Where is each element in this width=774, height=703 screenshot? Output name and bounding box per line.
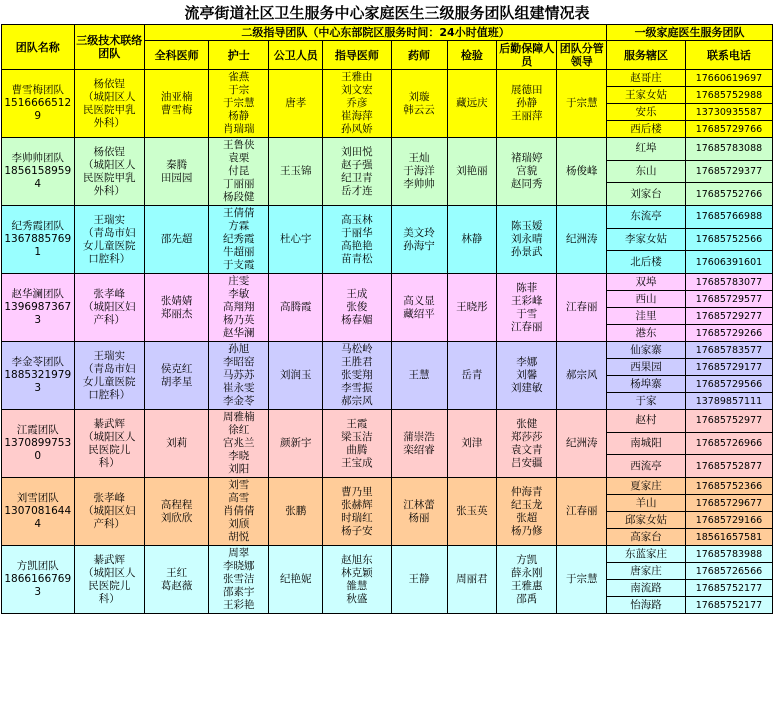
public-health-cell: 王玉锦 bbox=[269, 138, 323, 206]
header-level1-team: 一级家庭医生服务团队 bbox=[607, 25, 773, 41]
nurse-cell: 庄雯 李敏 高翔翔 杨乃英 赵华澜 bbox=[209, 274, 269, 342]
header-phone: 联系电话 bbox=[685, 41, 772, 70]
phone-cell: 17685752977 bbox=[685, 410, 772, 433]
service-area-cell: 仙家寨 bbox=[607, 342, 686, 359]
nurse-cell: 孙旭 李昭窑 马苏苏 崔永雯 李金苓 bbox=[209, 342, 269, 410]
leader-cell: 纪洲涛 bbox=[557, 206, 607, 274]
service-area-cell: 羊山 bbox=[607, 495, 686, 512]
service-area-cell: 夏家庄 bbox=[607, 478, 686, 495]
phone-cell: 17685729277 bbox=[685, 308, 772, 325]
pharmacy-cell: 王慧 bbox=[391, 342, 447, 410]
table-row bbox=[2, 342, 773, 359]
phone-cell: 17685729166 bbox=[685, 512, 772, 529]
service-area-cell: 西流亭 bbox=[607, 455, 686, 478]
service-area-cell: 刘家台 bbox=[607, 183, 686, 206]
service-area-cell: 唐家庄 bbox=[607, 563, 686, 580]
team-table bbox=[1, 24, 773, 614]
phone-cell: 18561657581 bbox=[685, 529, 772, 546]
phone-cell: 17685729677 bbox=[685, 495, 772, 512]
general-doctor-cell: 刘莉 bbox=[144, 410, 208, 478]
phone-cell: 17685729377 bbox=[685, 160, 772, 183]
service-area-cell: 王家女姑 bbox=[607, 87, 686, 104]
general-doctor-cell: 秦腾 田园园 bbox=[144, 138, 208, 206]
table-row bbox=[2, 410, 773, 433]
phone-cell: 17660619697 bbox=[685, 70, 772, 87]
inspection-cell: 刘艳丽 bbox=[447, 138, 497, 206]
phone-cell: 17685729266 bbox=[685, 325, 772, 342]
pharmacy-cell: 王静 bbox=[391, 546, 447, 614]
level3-team-cell: 杨依锃 （城阳区人 民医院甲乳 外科） bbox=[74, 138, 144, 206]
table-row bbox=[2, 546, 773, 563]
phone-cell: 17685729566 bbox=[685, 376, 772, 393]
inspection-cell: 岳青 bbox=[447, 342, 497, 410]
nurse-cell: 王倩倩 方霖 纪秀霞 牛超丽 于支霞 bbox=[209, 206, 269, 274]
inspection-cell: 刘津 bbox=[447, 410, 497, 478]
inspection-cell: 藏远庆 bbox=[447, 70, 497, 138]
level3-team-cell: 张孝峰 （城阳区妇 产科） bbox=[74, 274, 144, 342]
phone-cell: 13730935587 bbox=[685, 104, 772, 121]
leader-cell: 纪洲涛 bbox=[557, 410, 607, 478]
support-cell: 陈玉嫒 刘永晴 孙景武 bbox=[497, 206, 557, 274]
header-level3-team: 三级技术联络团队 bbox=[74, 25, 144, 70]
guide-doctor-cell: 王成 张俊 杨春媚 bbox=[323, 274, 391, 342]
general-doctor-cell: 张婧婧 郑丽杰 bbox=[144, 274, 208, 342]
public-health-cell: 颜新宇 bbox=[269, 410, 323, 478]
team-name-cell: 方凯团队 18661667693 bbox=[2, 546, 75, 614]
service-area-cell: 双埠 bbox=[607, 274, 686, 291]
team-name-cell: 刘雪团队 13070816444 bbox=[2, 478, 75, 546]
phone-cell: 17685752566 bbox=[685, 228, 772, 251]
phone-cell: 17685752366 bbox=[685, 478, 772, 495]
level3-team-cell: 王瑞实 （青岛市妇 女儿童医院 口腔科） bbox=[74, 342, 144, 410]
team-name-cell: 曹雪梅团队 15166665129 bbox=[2, 70, 75, 138]
table-row bbox=[2, 274, 773, 291]
service-area-cell: 西后楼 bbox=[607, 121, 686, 138]
general-doctor-cell: 侯克红 胡孝星 bbox=[144, 342, 208, 410]
guide-doctor-cell: 王雅由 刘文宏 乔彦 崔海萍 孙风娇 bbox=[323, 70, 391, 138]
support-cell: 褚瑞婷 宫貌 赵同秀 bbox=[497, 138, 557, 206]
service-area-cell: 赵哥庄 bbox=[607, 70, 686, 87]
level3-team-cell: 綦武辉 （城阳区人 民医院儿 科） bbox=[74, 546, 144, 614]
level3-team-cell: 杨依锃 （城阳区人 民医院甲乳 外科） bbox=[74, 70, 144, 138]
pharmacy-cell: 王灿 于海洋 李帅帅 bbox=[391, 138, 447, 206]
service-area-cell: 李家女姑 bbox=[607, 228, 686, 251]
nurse-cell: 王鲁侠 袁栗 付昆 丁丽丽 杨段健 bbox=[209, 138, 269, 206]
page-title: 流亭街道社区卫生服务中心家庭医生三级服务团队组建情况表 bbox=[184, 4, 590, 22]
phone-cell: 17685752766 bbox=[685, 183, 772, 206]
service-area-cell: 赵村 bbox=[607, 410, 686, 433]
phone-cell: 17685729177 bbox=[685, 359, 772, 376]
phone-cell: 17685729766 bbox=[685, 121, 772, 138]
public-health-cell: 刘润玉 bbox=[269, 342, 323, 410]
service-area-cell: 港东 bbox=[607, 325, 686, 342]
service-area-cell: 东流亭 bbox=[607, 206, 686, 229]
table-row bbox=[2, 206, 773, 229]
guide-doctor-cell: 曹乃里 张赫辉 时瑞红 杨子安 bbox=[323, 478, 391, 546]
phone-cell: 17685783077 bbox=[685, 274, 772, 291]
table-header bbox=[2, 25, 773, 70]
leader-cell: 于宗慧 bbox=[557, 546, 607, 614]
phone-cell: 17685752177 bbox=[685, 580, 772, 597]
public-health-cell: 高腾霞 bbox=[269, 274, 323, 342]
service-area-cell: 西山 bbox=[607, 291, 686, 308]
service-area-cell: 西果园 bbox=[607, 359, 686, 376]
header-nurse: 护士 bbox=[209, 41, 269, 70]
pharmacy-cell: 蒲崇浩 栾绍睿 bbox=[391, 410, 447, 478]
nurse-cell: 刘雪 高雪 肖倩倩 刘颀 胡悦 bbox=[209, 478, 269, 546]
header-public-health: 公卫人员 bbox=[269, 41, 323, 70]
phone-cell: 17685783088 bbox=[685, 138, 772, 161]
guide-doctor-cell: 王霞 梁玉洁 曲腾 王宝成 bbox=[323, 410, 391, 478]
header-leader: 团队分管领导 bbox=[557, 41, 607, 70]
service-area-cell: 东山 bbox=[607, 160, 686, 183]
leader-cell: 江春丽 bbox=[557, 274, 607, 342]
inspection-cell: 王晓彤 bbox=[447, 274, 497, 342]
guide-doctor-cell: 赵旭东 林克颖 雒慧 秋盛 bbox=[323, 546, 391, 614]
header-team-name: 团队名称 bbox=[2, 25, 75, 70]
service-area-cell: 于家 bbox=[607, 393, 686, 410]
team-name-cell: 纪秀霞团队 13678857691 bbox=[2, 206, 75, 274]
guide-doctor-cell: 高玉林 于丽华 高艳艳 苗青松 bbox=[323, 206, 391, 274]
service-area-cell: 杨埠寨 bbox=[607, 376, 686, 393]
support-cell: 方凯 薛永刚 王雅惠 邵禹 bbox=[497, 546, 557, 614]
pharmacy-cell: 刘璇 韩云云 bbox=[391, 70, 447, 138]
nurse-cell: 周雅楠 徐红 宫兆兰 李晓 刘阳 bbox=[209, 410, 269, 478]
team-name-cell: 李帅帅团队 18561589594 bbox=[2, 138, 75, 206]
header-inspection: 检验 bbox=[447, 41, 497, 70]
public-health-cell: 纪艳妮 bbox=[269, 546, 323, 614]
level3-team-cell: 王瑞实 （青岛市妇 女儿童医院 口腔科） bbox=[74, 206, 144, 274]
general-doctor-cell: 邵先超 bbox=[144, 206, 208, 274]
service-area-cell: 北后楼 bbox=[607, 251, 686, 274]
service-area-cell: 红埠 bbox=[607, 138, 686, 161]
phone-cell: 17685752877 bbox=[685, 455, 772, 478]
leader-cell: 郝宗风 bbox=[557, 342, 607, 410]
level3-team-cell: 綦武辉 （城阳区人 民医院儿 科） bbox=[74, 410, 144, 478]
phone-cell: 17685729577 bbox=[685, 291, 772, 308]
header-area: 服务辖区 bbox=[607, 41, 686, 70]
team-name-cell: 江霞团队 13708997530 bbox=[2, 410, 75, 478]
table-row bbox=[2, 478, 773, 495]
support-cell: 仲海青 纪玉龙 张超 杨乃修 bbox=[497, 478, 557, 546]
leader-cell: 杨俊峰 bbox=[557, 138, 607, 206]
phone-cell: 17685752988 bbox=[685, 87, 772, 104]
service-area-cell: 东蓝家庄 bbox=[607, 546, 686, 563]
service-area-cell: 安乐 bbox=[607, 104, 686, 121]
header-guide-group: 二级指导团队（中心东部院区服务时间：24小时值班） bbox=[144, 25, 606, 41]
table-row bbox=[2, 70, 773, 87]
phone-cell: 13789857111 bbox=[685, 393, 772, 410]
service-area-cell: 怡海路 bbox=[607, 597, 686, 614]
service-area-cell: 洼里 bbox=[607, 308, 686, 325]
guide-doctor-cell: 刘田悦 赵子强 纪卫青 岳才连 bbox=[323, 138, 391, 206]
phone-cell: 17685752177 bbox=[685, 597, 772, 614]
phone-cell: 17685783988 bbox=[685, 546, 772, 563]
team-name-cell: 赵华澜团队 13969873673 bbox=[2, 274, 75, 342]
leader-cell: 于宗慧 bbox=[557, 70, 607, 138]
phone-cell: 17685726566 bbox=[685, 563, 772, 580]
phone-cell: 17685766988 bbox=[685, 206, 772, 229]
table-body bbox=[2, 70, 773, 614]
table-row bbox=[2, 138, 773, 161]
header-general-doctor: 全科医师 bbox=[144, 41, 208, 70]
team-name-cell: 李金苓团队 18853219793 bbox=[2, 342, 75, 410]
support-cell: 展德田 孙静 王丽萍 bbox=[497, 70, 557, 138]
support-cell: 张健 郑莎莎 袁文青 吕安疆 bbox=[497, 410, 557, 478]
service-area-cell: 邱家女姑 bbox=[607, 512, 686, 529]
general-doctor-cell: 油亚楠 曹雪梅 bbox=[144, 70, 208, 138]
phone-cell: 17685783577 bbox=[685, 342, 772, 359]
general-doctor-cell: 高程程 刘欣欣 bbox=[144, 478, 208, 546]
phone-cell: 17606391601 bbox=[685, 251, 772, 274]
header-support: 后勤保障人员 bbox=[497, 41, 557, 70]
nurse-cell: 周翠 李晓娜 张雪洁 邵素宇 王彩艳 bbox=[209, 546, 269, 614]
public-health-cell: 张鹏 bbox=[269, 478, 323, 546]
leader-cell: 江春丽 bbox=[557, 478, 607, 546]
public-health-cell: 唐孝 bbox=[269, 70, 323, 138]
header-guide-doctor: 指导医师 bbox=[323, 41, 391, 70]
pharmacy-cell: 江林蕾 杨丽 bbox=[391, 478, 447, 546]
public-health-cell: 杜心宇 bbox=[269, 206, 323, 274]
service-area-cell: 南流路 bbox=[607, 580, 686, 597]
support-cell: 李娜 刘馨 刘建敏 bbox=[497, 342, 557, 410]
pharmacy-cell: 美文玲 孙海宁 bbox=[391, 206, 447, 274]
general-doctor-cell: 王红 葛赵薇 bbox=[144, 546, 208, 614]
support-cell: 陈菲 王彩峰 于雪 江春丽 bbox=[497, 274, 557, 342]
nurse-cell: 雀燕 于宗 于宗慧 杨静 肖瑞瑞 bbox=[209, 70, 269, 138]
phone-cell: 17685726966 bbox=[685, 432, 772, 455]
inspection-cell: 张玉英 bbox=[447, 478, 497, 546]
inspection-cell: 周丽君 bbox=[447, 546, 497, 614]
service-area-cell: 南城阳 bbox=[607, 432, 686, 455]
level3-team-cell: 张孝峰 （城阳区妇 产科） bbox=[74, 478, 144, 546]
header-pharmacy: 药师 bbox=[391, 41, 447, 70]
inspection-cell: 林静 bbox=[447, 206, 497, 274]
pharmacy-cell: 高义显 藏绍平 bbox=[391, 274, 447, 342]
guide-doctor-cell: 马松岭 王胜君 张雯翔 李雪振 郝宗风 bbox=[323, 342, 391, 410]
service-area-cell: 高家台 bbox=[607, 529, 686, 546]
